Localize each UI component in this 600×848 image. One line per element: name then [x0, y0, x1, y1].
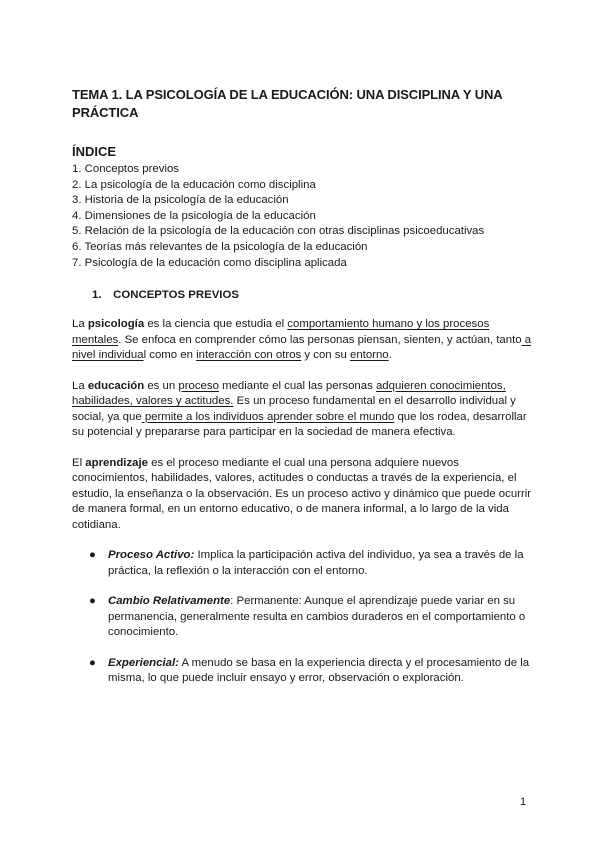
index-heading: ÍNDICE: [72, 144, 117, 159]
section-title: CONCEPTOS PREVIOS: [113, 289, 239, 302]
text-run: Es un proceso fundamental en el desarrollo individual y social, ya que: [72, 395, 516, 423]
bullet-lead: Proceso Activo:: [108, 549, 195, 562]
paragraph-educacion: [72, 379, 532, 441]
bullet-item: [72, 656, 532, 687]
index-item: 2. La psicología de la educación como disciplina: [72, 178, 316, 191]
text-run: . Se enfoca en comprender cómo las personas piensan, sienten, y actúan, tanto: [118, 333, 522, 346]
index-item: 1. Conceptos previos: [72, 163, 180, 175]
bullet-lead: Cambio Relativamente: [108, 595, 231, 608]
bullet-item: [72, 548, 532, 579]
document-page: [72, 86, 532, 702]
index-item: 6. Teorías más relevantes de la psicología de la educación: [72, 240, 368, 253]
text-run: es un: [144, 379, 179, 392]
bullet-icon: ●: [89, 549, 96, 562]
bullet-lead: Experiencial:: [108, 656, 179, 669]
bold-term: psicología: [87, 318, 145, 331]
underlined-text: proceso: [178, 379, 219, 392]
index-list: [72, 162, 532, 271]
underlined-text: permite a los individuos aprender sobre el mundo: [141, 410, 395, 423]
text-run: l como en: [143, 349, 197, 362]
text-run: El: [72, 456, 86, 469]
bullet-list: [72, 548, 532, 687]
text-run: La: [72, 379, 88, 392]
section-number: 1.: [92, 289, 102, 302]
bullet-icon: ●: [89, 656, 96, 669]
bullet-text: Implica la participación activa del individuo, ya sea a través de la práctica, la reflexión o la interacción con el entorno.: [108, 549, 524, 577]
underlined-text: adquieren conocimientos, habilidades, valores y actitudes.: [72, 379, 506, 408]
page-number: 1: [520, 796, 527, 808]
text-run: mediante el cual las personas: [218, 379, 376, 392]
text-run: que los rodea, desarrollar su potencial y prepararse para participar en la sociedad de manera efectiva.: [72, 410, 527, 439]
text-run: La: [72, 318, 88, 331]
bold-term: educación: [87, 379, 145, 392]
underlined-text: a nivel individua: [72, 333, 532, 362]
underlined-text: comportamiento humano y los procesos mentales: [72, 318, 490, 346]
paragraph-psicologia: [72, 317, 532, 364]
index-item: 5. Relación de la psicología de la educación con otras disciplinas psicoeducativas: [72, 225, 485, 238]
paragraph-aprendizaje: [72, 456, 532, 534]
text-run: .: [388, 349, 392, 362]
text-run: es el proceso mediante el cual una persona adquiere nuevos conocimientos, habilidades, valores, actitudes o conductas a través de la experiencia, el estudio, la enseñanza o la observación. Es un proceso activo y dinámico que puede ocurrir de manera formal, en un entorno educativo, o de manera informal, a lo largo de la vida cotidiana.: [72, 456, 532, 531]
document-title: TEMA 1. LA PSICOLOGÍA DE LA EDUCACIÓN: UNA DISCIPLINA Y UNA PRÁCTICA: [72, 87, 503, 120]
text-run: y con su: [301, 349, 350, 362]
section-heading: [92, 287, 532, 303]
text-run: es la ciencia que estudia el: [144, 318, 288, 331]
bullet-item: [72, 594, 532, 641]
underlined-text: interacción con otros: [196, 349, 302, 362]
bullet-text: : Permanente: Aunque el aprendizaje puede variar en su permanencia, generalmente resulta en cambios duraderos en el comportamiento o conocimiento.: [108, 595, 526, 639]
index-item: 4. Dimensiones de la psicología de la educación: [72, 209, 316, 222]
index-item: 3. Historia de la psicología de la educación: [72, 194, 289, 207]
index-item: 7. Psicología de la educación como disciplina aplicada: [72, 256, 347, 269]
bold-term: aprendizaje: [85, 456, 148, 469]
bullet-icon: ●: [89, 595, 96, 608]
underlined-text: entorno: [349, 349, 389, 362]
bullet-text: A menudo se basa en la experiencia directa y el procesamiento de la misma, lo que puede incluir ensayo y error, observación o exploración.: [108, 656, 530, 685]
